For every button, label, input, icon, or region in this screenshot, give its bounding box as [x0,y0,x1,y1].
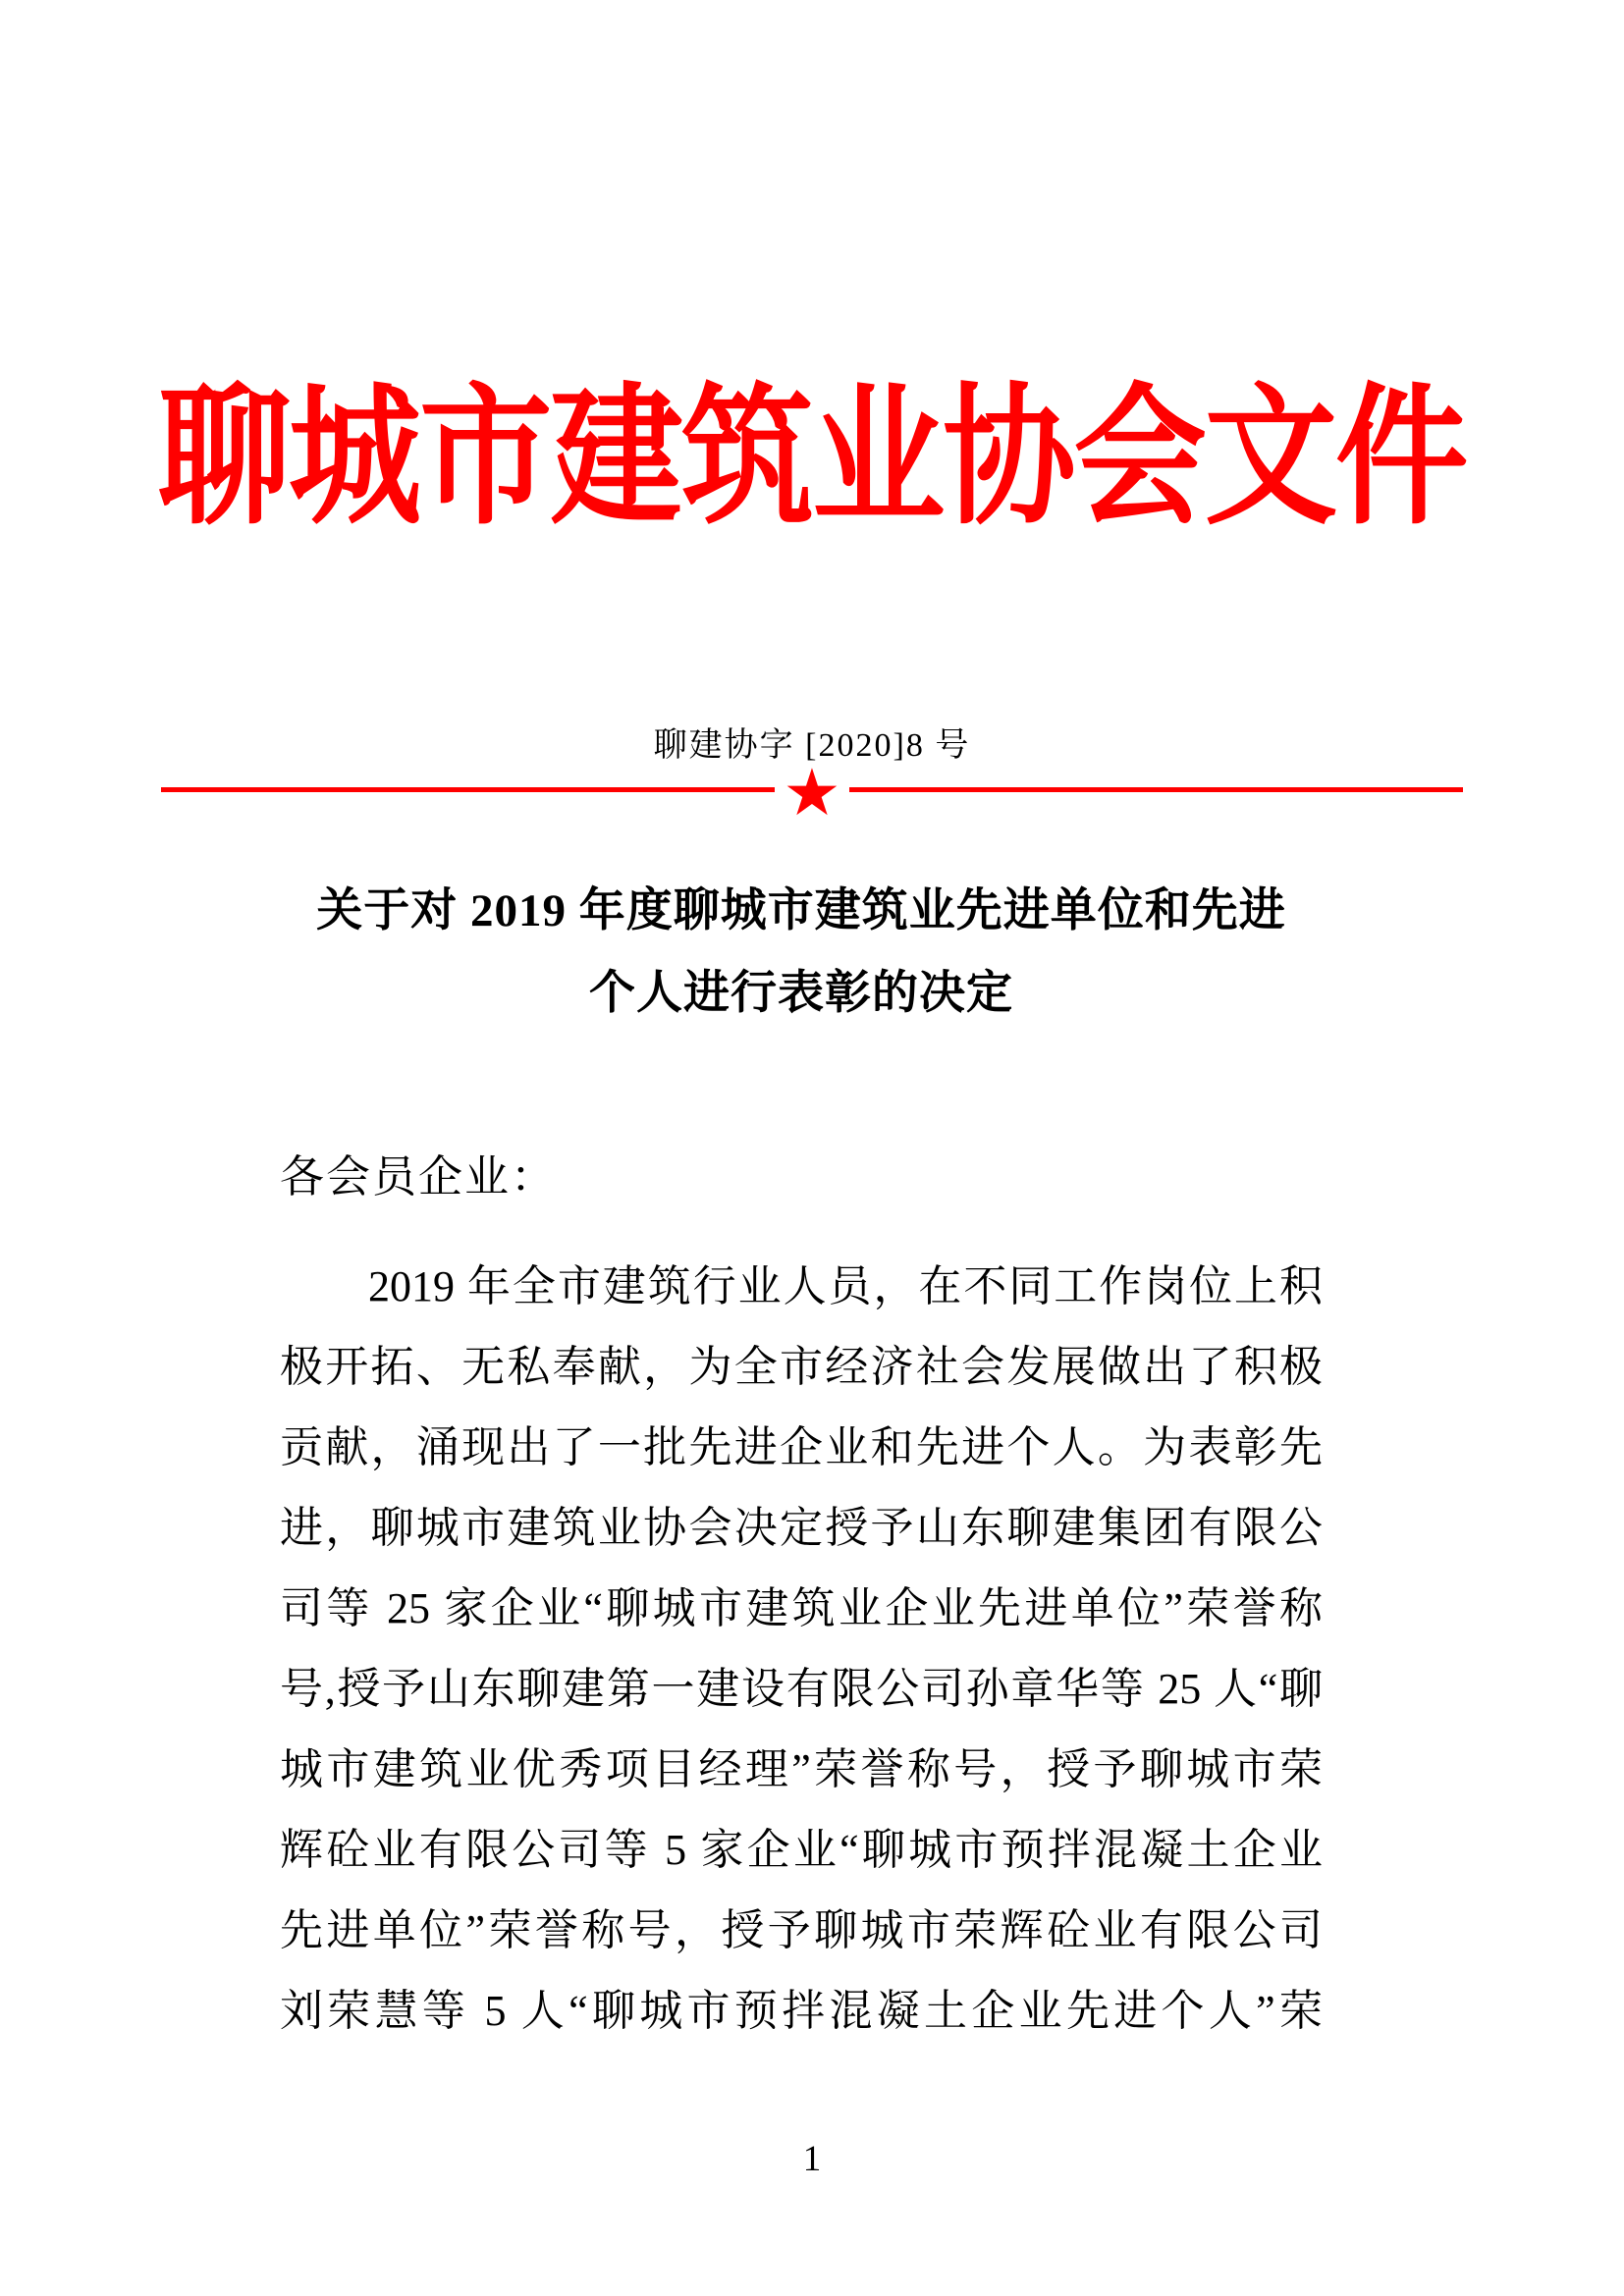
org-header-title-text: 聊城市建筑业协会文件 [157,374,1467,543]
salutation: 各会员企业： [280,1152,558,1201]
red-rule [161,755,1463,830]
body-line: 进，聊城市建筑业协会决定授予山东聊建集团有限公 [280,1504,1323,1552]
red-rule-right-segment [849,787,1463,792]
body-line: 辉砼业有限公司等 5 家企业“聊城市预拌混凝土企业 [280,1826,1323,1874]
body-line: 刘荣慧等 5 人“聊城市预拌混凝土企业先进个人”荣 [280,1987,1323,2035]
body-line: 2019 年全市建筑行业人员，在不同工作岗位上积 [368,1262,1323,1310]
body-line: 贡献，涌现出了一批先进企业和先进个人。为表彰先 [280,1423,1323,1471]
body-line: 极开拓、无私奉献，为全市经济社会发展做出了积极 [280,1343,1323,1391]
star-icon: ★ [783,755,841,830]
doc-number: 聊建协字 [2020]8 号 [653,727,971,764]
body-line: 先进单位”荣誉称号，授予聊城市荣辉砼业有限公司 [280,1906,1323,1954]
org-header-title [0,336,1624,543]
subject-title-line1: 关于对 2019 年度聊城市建筑业先进单位和先进 [316,885,1286,936]
body-line: 城市建筑业优秀项目经理”荣誉称号，授予聊城市荣 [280,1745,1323,1793]
body-line: 司等 25 家企业“聊城市建筑业企业先进单位”荣誉称 [280,1584,1323,1632]
body-line: 号,授予山东聊建第一建设有限公司孙章华等 25 人“聊 [280,1665,1323,1713]
body-paragraph [280,1247,1323,2052]
page-number: 1 [802,2139,822,2179]
red-rule-left-segment [161,787,775,792]
subject-title-line2: 个人进行表彰的决定 [589,968,1013,1019]
subject-title [280,870,1323,1035]
